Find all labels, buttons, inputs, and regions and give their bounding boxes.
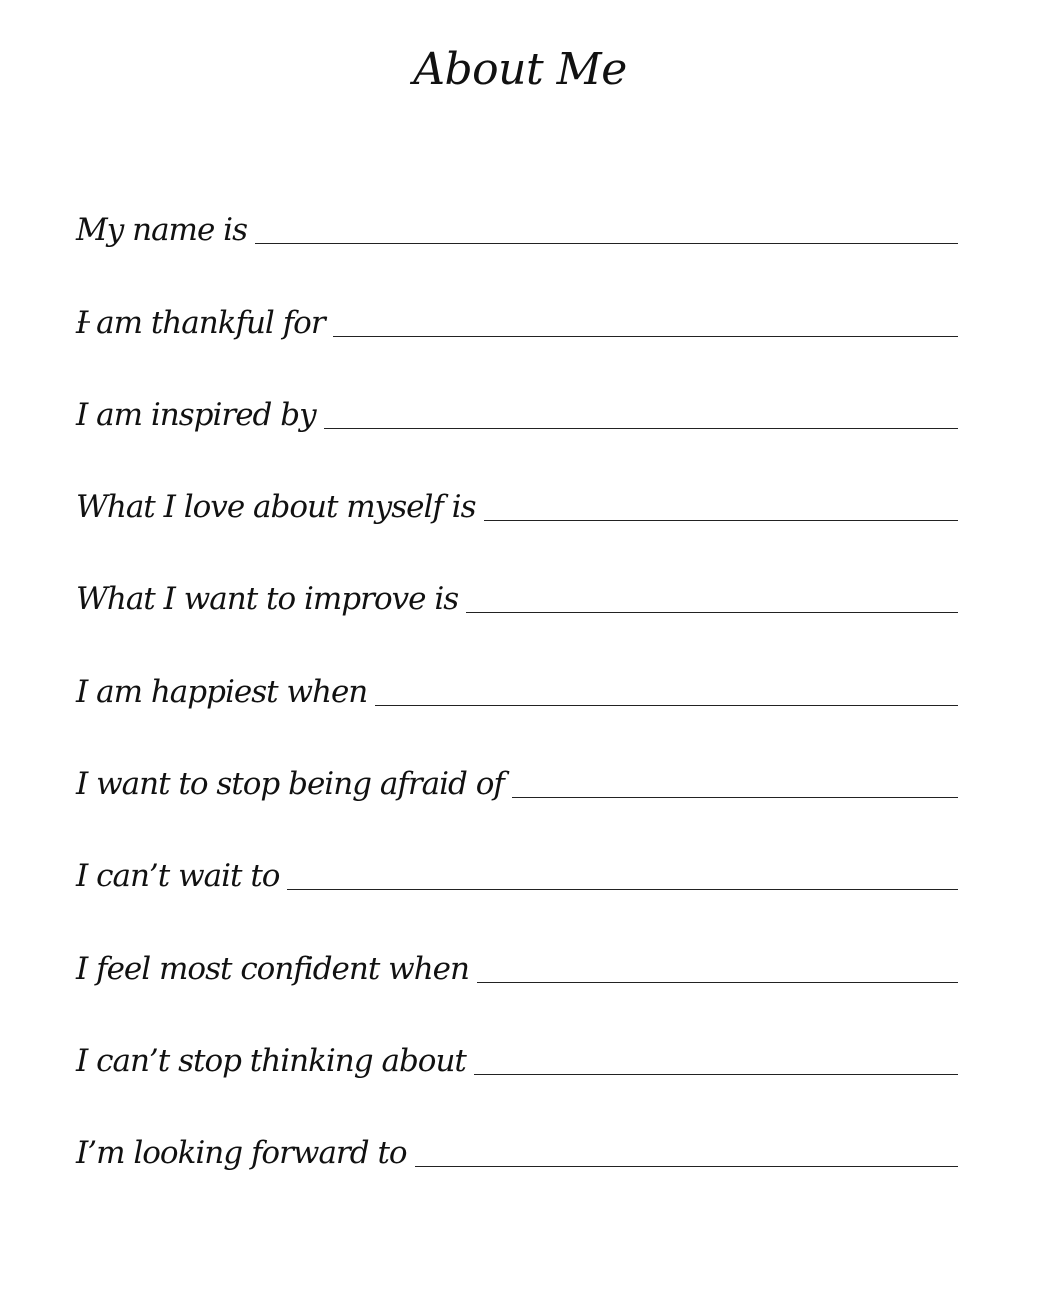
prompt-label: What I love about myself is: [76, 489, 476, 526]
answer-field-afraid[interactable]: [512, 777, 958, 798]
prompt-row-afraid: [76, 720, 958, 812]
prompt-row-confident: [76, 904, 958, 996]
prompt-label: I can’t wait to: [76, 858, 280, 895]
answer-field-love-myself[interactable]: [484, 500, 958, 521]
prompt-row-inspired: [76, 351, 958, 443]
answer-field-looking-forward[interactable]: [415, 1146, 958, 1167]
prompt-row-thinking: [76, 997, 958, 1089]
answer-field-name[interactable]: [255, 223, 958, 244]
answer-field-thankful[interactable]: [333, 316, 958, 337]
prompt-row-improve: [76, 535, 958, 627]
prompt-label: I feel most confident when: [76, 950, 469, 987]
prompt-list: [76, 166, 958, 1181]
prompt-label: My name is: [76, 212, 247, 249]
answer-field-inspired[interactable]: [324, 408, 958, 429]
prompt-label: I am inspired by: [76, 396, 316, 433]
prompt-row-happiest: [76, 627, 958, 719]
prompt-label: I am thankful for: [76, 304, 325, 341]
answer-field-cant-wait[interactable]: [287, 869, 958, 890]
page-title: About Me: [413, 44, 627, 95]
prompt-label: I am happiest when: [76, 673, 368, 710]
prompt-label: I can’t stop thinking about: [76, 1042, 466, 1079]
prompt-row-love-myself: [76, 443, 958, 535]
answer-field-confident[interactable]: [477, 962, 958, 983]
answer-field-thinking[interactable]: [474, 1054, 958, 1075]
answer-field-happiest[interactable]: [375, 685, 958, 706]
prompt-row-cant-wait: [76, 812, 958, 904]
prompt-label: I want to stop being afraid of: [76, 766, 504, 803]
prompt-row-name: [76, 166, 958, 258]
prompt-label: What I want to improve is: [76, 581, 459, 618]
prompt-label: I’m looking forward to: [76, 1135, 407, 1172]
prompt-row-thankful: [76, 258, 958, 350]
answer-field-improve[interactable]: [466, 592, 958, 613]
prompt-row-looking-forward: [76, 1089, 958, 1181]
